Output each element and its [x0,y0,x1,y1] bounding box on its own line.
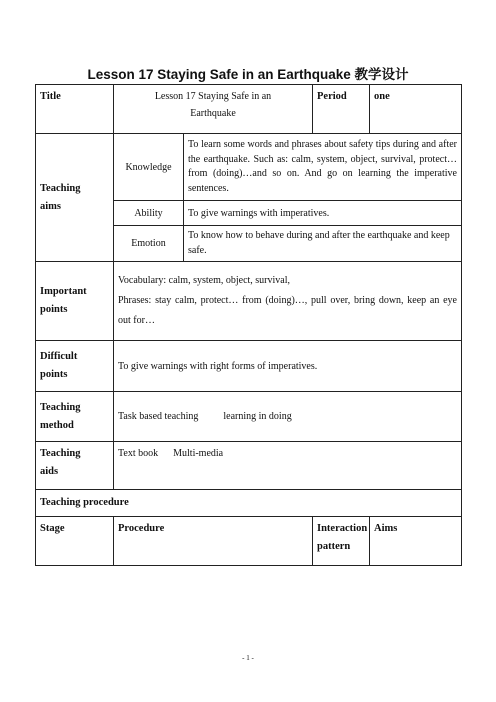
period-value: one [370,85,462,134]
teaching-method-text: Task based teaching learning in doing [114,392,462,442]
title-label: Title [36,85,114,134]
lesson-title-line1: Lesson 17 Staying Safe in an [154,91,272,102]
knowledge-text: To learn some words and phrases about safety tips during and after the earthquake. Such as: calm, system, object, survival, protect… from (doing)…and so on. And go on learning the imperative sentences. [184,134,462,201]
teaching-procedure-row [36,490,462,517]
lesson-title-line2: Earthquake [190,108,236,119]
important-points-text [114,262,462,341]
ability-label: Ability [114,201,184,226]
difficult-points-label [36,341,114,392]
emotion-text: To know how to behave during and after the earthquake and keep safe. [184,226,462,262]
phrases-text: Phrases: stay calm, protect… from (doing)…, pull over, bring down, keep an eye out for… [118,295,457,326]
period-label: Period [313,85,370,134]
teaching-aims-label-line1: Teaching [40,182,81,194]
teaching-aids-label [36,442,114,490]
teaching-aids-label-line1: Teaching [40,448,81,459]
vocabulary-text: Vocabulary: calm, system, object, survival, [118,275,290,286]
knowledge-label: Knowledge [114,134,184,201]
teaching-method-row [36,392,462,442]
important-points-label [36,262,114,341]
interaction-pattern-header [313,517,370,566]
lesson-plan-table [35,84,462,566]
difficult-points-text: To give warnings with right forms of imperatives. [114,341,462,392]
teaching-aids-row [36,442,462,490]
teaching-method-label [36,392,114,442]
page-number: - 1 - [242,654,254,662]
lesson-title-cell [114,85,313,134]
aims-header: Aims [370,517,462,566]
teaching-method-label-line2: method [40,419,74,431]
difficult-points-label-line1: Difficult [40,351,78,362]
procedure-header-row [36,517,462,566]
ability-text: To give warnings with imperatives. [184,201,462,226]
interaction-header-line1: Interaction [317,523,368,534]
important-points-row [36,262,462,341]
stage-header: Stage [36,517,114,566]
title-row [36,85,462,134]
teaching-aims-label-line2: aims [40,200,61,212]
emotion-label: Emotion [114,226,184,262]
teaching-aims-label [36,134,114,262]
difficult-points-row [36,341,462,392]
document-title: Lesson 17 Staying Safe in an Earthquake 教学设计 [87,67,409,82]
teaching-aids-text: Text book Multi-media [114,442,462,490]
teaching-procedure-label: Teaching procedure [36,490,462,517]
teaching-method-label-line1: Teaching [40,401,81,413]
interaction-header-line2: pattern [317,541,351,552]
knowledge-row [36,134,462,201]
procedure-header: Procedure [114,517,313,566]
important-points-label-line1: Important [40,286,87,297]
important-points-label-line2: points [40,304,68,315]
difficult-points-label-line2: points [40,369,68,380]
teaching-aids-label-line2: aids [40,466,59,477]
